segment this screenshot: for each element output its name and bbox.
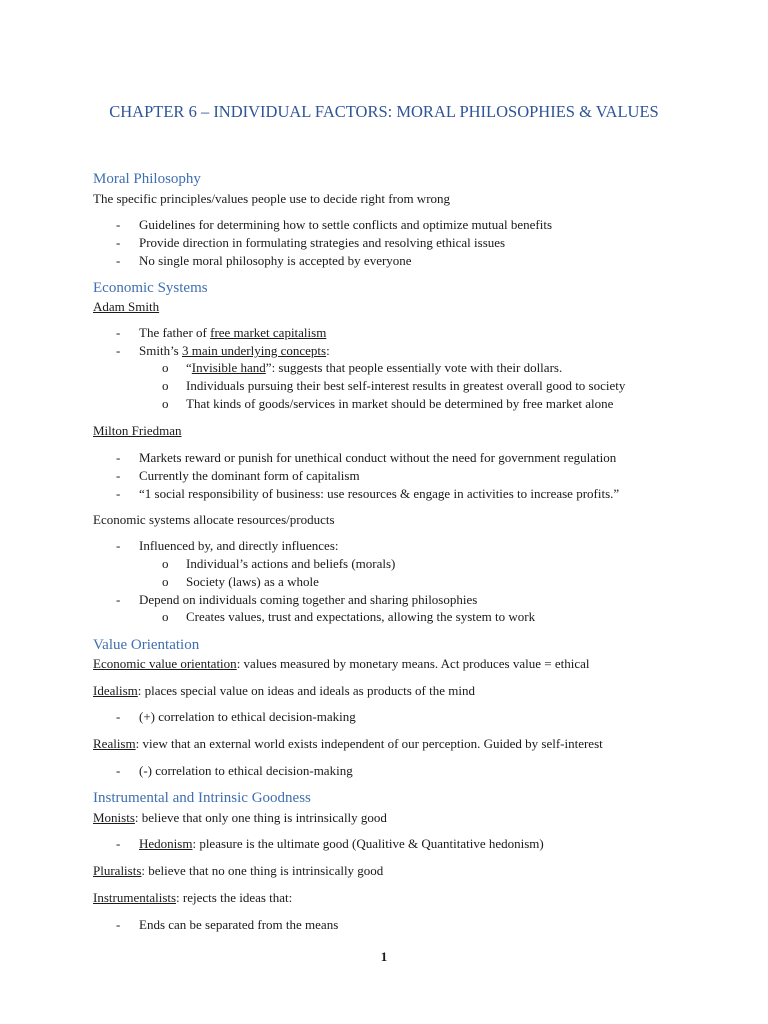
page-number: 1 [380, 949, 388, 964]
heading-goodness: Instrumental and Intrinsic Goodness [93, 790, 311, 806]
circle-bullet: o [162, 396, 169, 411]
dash-bullet: - [116, 253, 121, 268]
paragraph-idealism: Idealism: places special value on ideas and ideals as products of the mind [93, 683, 475, 698]
dash-bullet: - [116, 325, 121, 340]
heading-moral-philosophy: Moral Philosophy [93, 171, 201, 187]
paragraph-allocate: Economic systems allocate resources/products [93, 512, 335, 527]
moral-definition: The specific principles/values people use to decide right from wrong [93, 191, 451, 206]
dash-bullet: - [116, 592, 121, 607]
dash-bullet: - [116, 468, 121, 483]
circle-bullet: o [162, 609, 169, 624]
paragraph-monists: Monists: believe that only one thing is intrinsically good [93, 810, 387, 825]
dash-bullet: - [116, 235, 121, 250]
document-page: CHAPTER 6 – INDIVIDUAL FACTORS: MORAL PHILOSOPHIES & VALUES Moral Philosophy The specific principles/values people use to decide right from wrong - Guidelines for determining how to settle conflicts and optimize mutual benefits - Provide direction in formulating strategies and resolving ethical issues - No single moral philosophy is accepted by everyone Economic Systems Adam Smith - The father of free market capitalism - Smith’s 3 main underlying concepts: o “Invisible hand”: suggests that people essentially vote with their dollars. o Individuals pursuing their best self-interest results in greatest overall good to society o That kinds of goods/services in market should be determined by free market alone Milton Friedman - Markets reward or punish for unethical conduct without the need for government regulation - Currently the dominant form of capitalism - “1 social responsibility of business: use resources & engage in activities to increase profits.” Economic systems allocate resources/products - Influenced by, and directly influences: o Individual’s actions and beliefs (morals) o Society (laws) as a whole - Depend on individuals coming together and sharing philosophies o Creates values, trust and expectations, allowing the system to work Value Orientation Economic value orientation: values measured by monetary means. Act produces value = ethical Idealism: places special value on ideas and ideals as products of the mind - (+) correlation to ethical decision-making Realism: view that an external world exists independent of our perception. Guided by self-interest - (-) correlation to ethical decision-making Instrumental and Intrinsic Goodness Monists: believe that only one thing is intrinsically good - Hedonism: pleasure is the ultimate good (Qualitive & Quantitative hedonism) Pluralists: believe that no one thing is intrinsically good Instrumentalists: rejects the ideas that: - Ends can be separated from the means 1 [0, 0, 768, 1024]
dash-bullet: - [116, 917, 121, 932]
subheading-milton-friedman: Milton Friedman [93, 423, 182, 438]
heading-value-orientation: Value Orientation [93, 637, 200, 653]
paragraph-economic-value: Economic value orientation: values measured by monetary means. Act produces value = ethical [93, 656, 590, 671]
circle-bullet: o [162, 556, 169, 571]
heading-economic-systems: Economic Systems [93, 280, 208, 296]
circle-bullet: o [162, 360, 169, 375]
dash-bullet: - [116, 343, 121, 358]
dash-bullet: - [116, 709, 121, 724]
dash-bullet: - [116, 538, 121, 553]
page-title: CHAPTER 6 – INDIVIDUAL FACTORS: MORAL PHILOSOPHIES & VALUES [109, 102, 659, 121]
dash-bullet: - [116, 836, 121, 851]
subheading-adam-smith: Adam Smith [93, 299, 160, 314]
dash-bullet: - [116, 486, 121, 501]
paragraph-realism: Realism: view that an external world exists independent of our perception. Guided by self-interest [93, 736, 603, 751]
paragraph-instrumentalists: Instrumentalists: rejects the ideas that: [93, 890, 293, 905]
dash-bullet: - [116, 217, 121, 232]
circle-bullet: o [162, 574, 169, 589]
dash-bullet: - [116, 763, 121, 778]
circle-bullet: o [162, 378, 169, 393]
paragraph-pluralists: Pluralists: believe that no one thing is intrinsically good [93, 863, 384, 878]
dash-bullet: - [116, 450, 121, 465]
